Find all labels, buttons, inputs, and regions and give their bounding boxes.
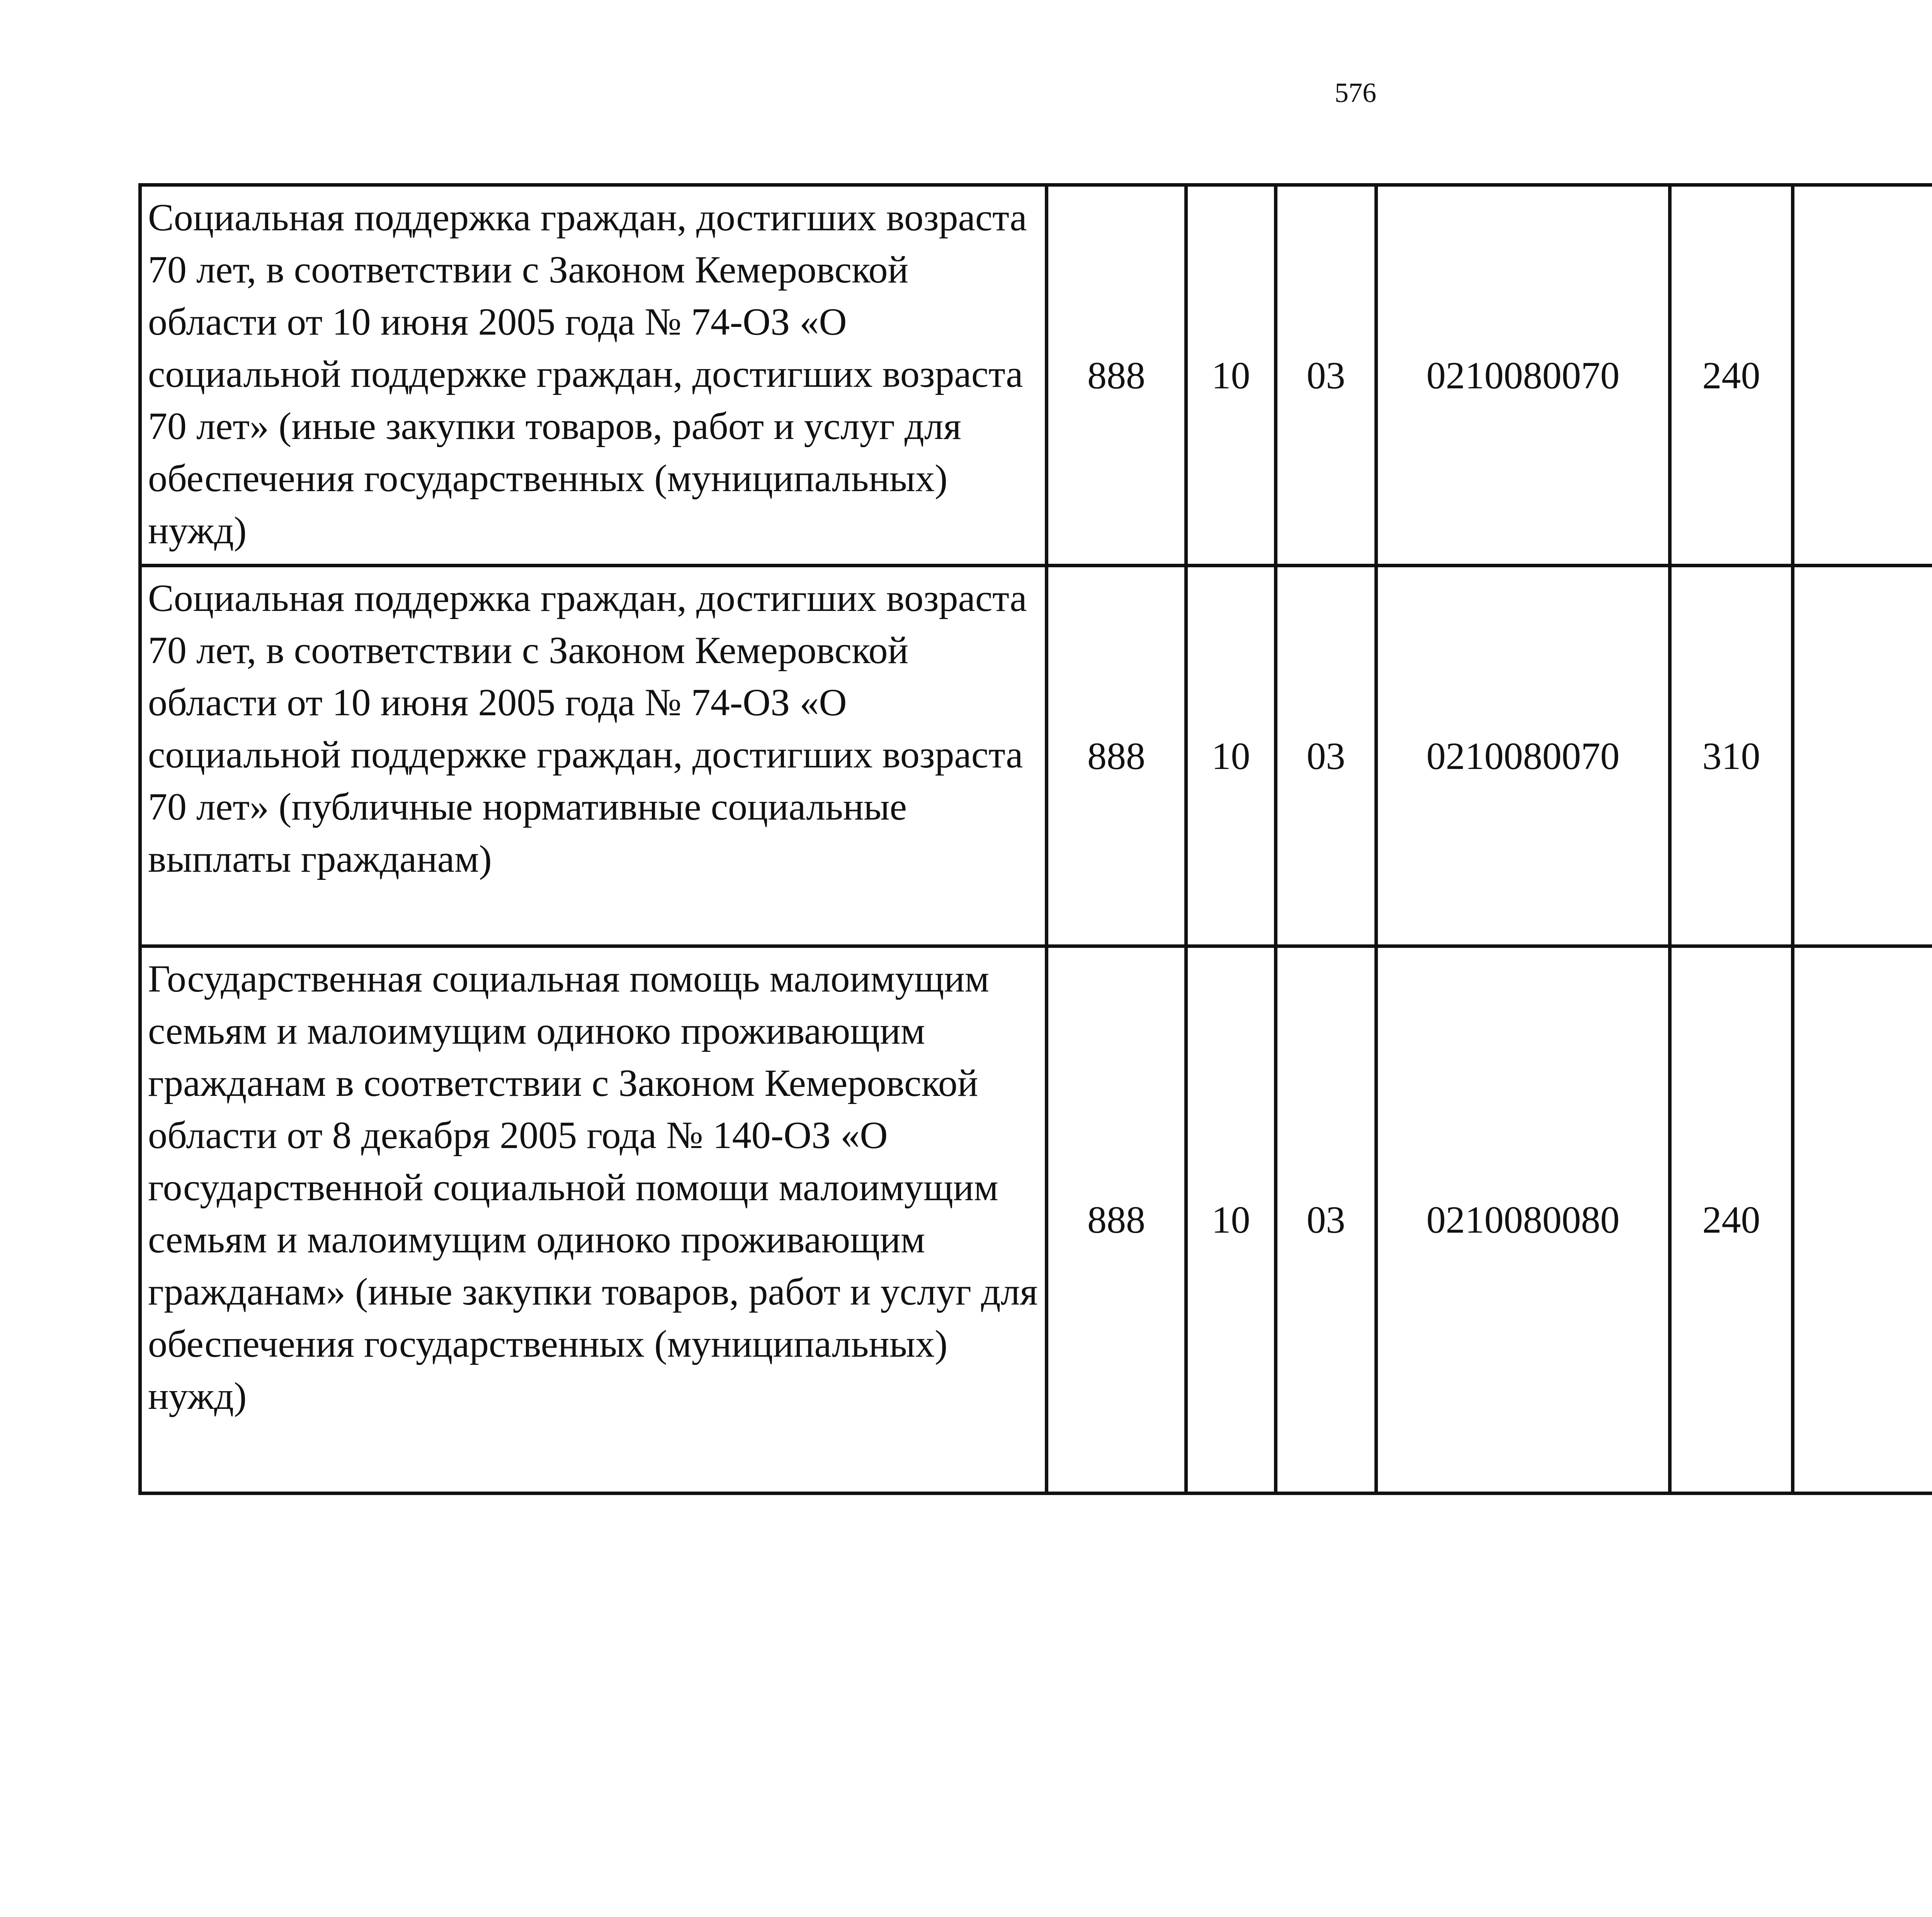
expense-type-code: 310	[1670, 566, 1793, 946]
subsection-code: 03	[1276, 566, 1376, 946]
target-article-code: 0210080070	[1376, 185, 1670, 566]
ministry-code: 888	[1047, 946, 1186, 1493]
table-row	[140, 185, 1932, 566]
row-description: Социальная поддержка граждан, достигших возраста 70 лет, в соответствии с Законом Кемеровской области от 10 июня 2005 года № 74-ОЗ «О социальной поддержке граждан, достигших возраста 70 лет» (иные закупки товаров, работ и услуг для обеспечения государственных (муниципальных) нужд)	[140, 185, 1047, 566]
row-description: Социальная поддержка граждан, достигших возраста 70 лет, в соответствии с Законом Кемеровской области от 10 июня 2005 года № 74-ОЗ «О социальной поддержке граждан, достигших возраста 70 лет» (публичные нормативные социальные выплаты гражданам)	[140, 566, 1047, 946]
section-code: 10	[1186, 566, 1276, 946]
target-article-code: 0210080080	[1376, 946, 1670, 1493]
budget-table	[138, 183, 1932, 1495]
amount-1	[1793, 946, 1932, 1493]
expense-type-code: 240	[1670, 185, 1793, 566]
target-article-code: 0210080070	[1376, 566, 1670, 946]
row-description: Государственная социальная помощь малоимущим семьям и малоимущим одиноко проживающим гражданам в соответствии с Законом Кемеровской области от 8 декабря 2005 года № 140-ОЗ «О государственной социальной помощи малоимущим семьям и малоимущим одиноко проживающим гражданам» (иные закупки товаров, работ и услуг для обеспечения государственных (муниципальных) нужд)	[140, 946, 1047, 1493]
table-row	[140, 946, 1932, 1493]
amount-1	[1793, 566, 1932, 946]
expense-type-code: 240	[1670, 946, 1793, 1493]
subsection-code: 03	[1276, 185, 1376, 566]
subsection-code: 03	[1276, 946, 1376, 1493]
section-code: 10	[1186, 946, 1276, 1493]
ministry-code: 888	[1047, 566, 1186, 946]
section-code: 10	[1186, 185, 1276, 566]
page-number: 576	[1335, 77, 1376, 108]
ministry-code: 888	[1047, 185, 1186, 566]
amount-1	[1793, 185, 1932, 566]
table-row	[140, 566, 1932, 946]
